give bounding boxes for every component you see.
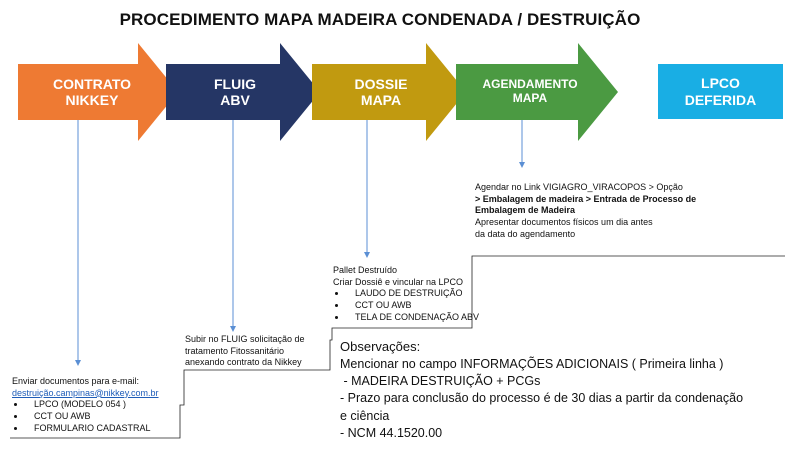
- agendamento-line1: Agendar no Link VIGIAGRO_VIRACOPOS > Opção: [475, 182, 683, 192]
- agendamento-line3: Embalagem de Madeira: [475, 205, 576, 216]
- list-item: • TELA DE CONDENAÇÃO ABV: [347, 312, 533, 324]
- step-dossie-line2: MAPA: [360, 92, 402, 108]
- contrato-instructions: [12, 376, 182, 434]
- list-item: • LAUDO DE DESTRUIÇÃO: [347, 288, 533, 300]
- step-contrato-label: [22, 64, 162, 120]
- step-lpco-deferida: [658, 64, 783, 119]
- fluig-line2: tratamento Fitossanitário: [185, 345, 285, 356]
- step-agendamento-line1: AGENDAMENTO: [482, 77, 578, 92]
- fluig-line1: Subir no FLUIG solicitação de: [185, 334, 305, 344]
- step-fluig-label: [170, 64, 300, 120]
- agendamento-line5: da data do agendamento: [475, 228, 576, 239]
- email-link[interactable]: destruição.campinas@nikkey.com.br: [12, 387, 159, 398]
- step-contrato-line1: CONTRATO: [52, 75, 132, 92]
- list-item: • CCT OU AWB: [26, 411, 182, 423]
- contrato-heading: Enviar documentos para e-mail:: [12, 376, 140, 386]
- step-fluig-line2: ABV: [220, 92, 250, 108]
- step-agendamento-line2: MAPA: [512, 91, 548, 105]
- connector-agendamento-arrowhead: [519, 162, 525, 168]
- fluig-instructions: [185, 334, 345, 369]
- contrato-document-list: [12, 399, 182, 434]
- step-lpco-line1: LPCO: [701, 75, 740, 92]
- list-item: • LPCO (MODELO 054 ): [26, 399, 182, 411]
- step-contrato-line2: NIKKEY: [65, 92, 119, 108]
- step-dossie-line1: DOSSIE: [354, 75, 408, 92]
- connector-contrato-arrowhead: [75, 360, 81, 366]
- agendamento-line2: > Embalagem de madeira > Entrada de Processo de: [475, 193, 697, 204]
- step-lpco-line2: DEFERIDA: [684, 91, 757, 108]
- list-item: • CCT OU AWB: [347, 300, 533, 312]
- observacoes-line4: e ciência: [340, 408, 390, 423]
- fluig-line3: anexando contrato da Nikkey: [185, 357, 302, 368]
- observacoes-line2: - MADEIRA DESTRUIÇÃO + PCGs: [340, 374, 541, 389]
- dossie-document-list: [333, 288, 533, 323]
- list-item: • FORMULARIO CADASTRAL: [26, 423, 182, 435]
- page-title: PROCEDIMENTO MAPA MADEIRA CONDENADA / DESTRUIÇÃO: [119, 10, 641, 29]
- observacoes-heading: Observações:: [340, 339, 421, 354]
- connector-fluig-arrowhead: [230, 326, 236, 332]
- observacoes-line3: - Prazo para conclusão do processo é de 30 dias a partir da condenação: [340, 391, 744, 406]
- observacoes-line1: Mencionar no campo INFORMAÇÕES ADICIONAIS ( Primeira linha ): [340, 356, 724, 371]
- step-dossie-label: [316, 64, 446, 120]
- agendamento-instructions: [475, 182, 795, 240]
- connector-dossie-arrowhead: [364, 252, 370, 258]
- step-fluig-line1: FLUIG: [214, 75, 256, 92]
- dossie-instructions: [333, 265, 533, 323]
- dossie-line1: Pallet Destruído: [333, 265, 398, 275]
- observacoes-line5: - NCM 44.1520.00: [340, 425, 443, 440]
- dossie-line2: Criar Dossiê e vincular na LPCO: [333, 276, 464, 287]
- observacoes-section: [340, 338, 790, 442]
- agendamento-line4: Apresentar documentos físicos um dia antes: [475, 217, 653, 228]
- step-agendamento-label: [460, 64, 600, 120]
